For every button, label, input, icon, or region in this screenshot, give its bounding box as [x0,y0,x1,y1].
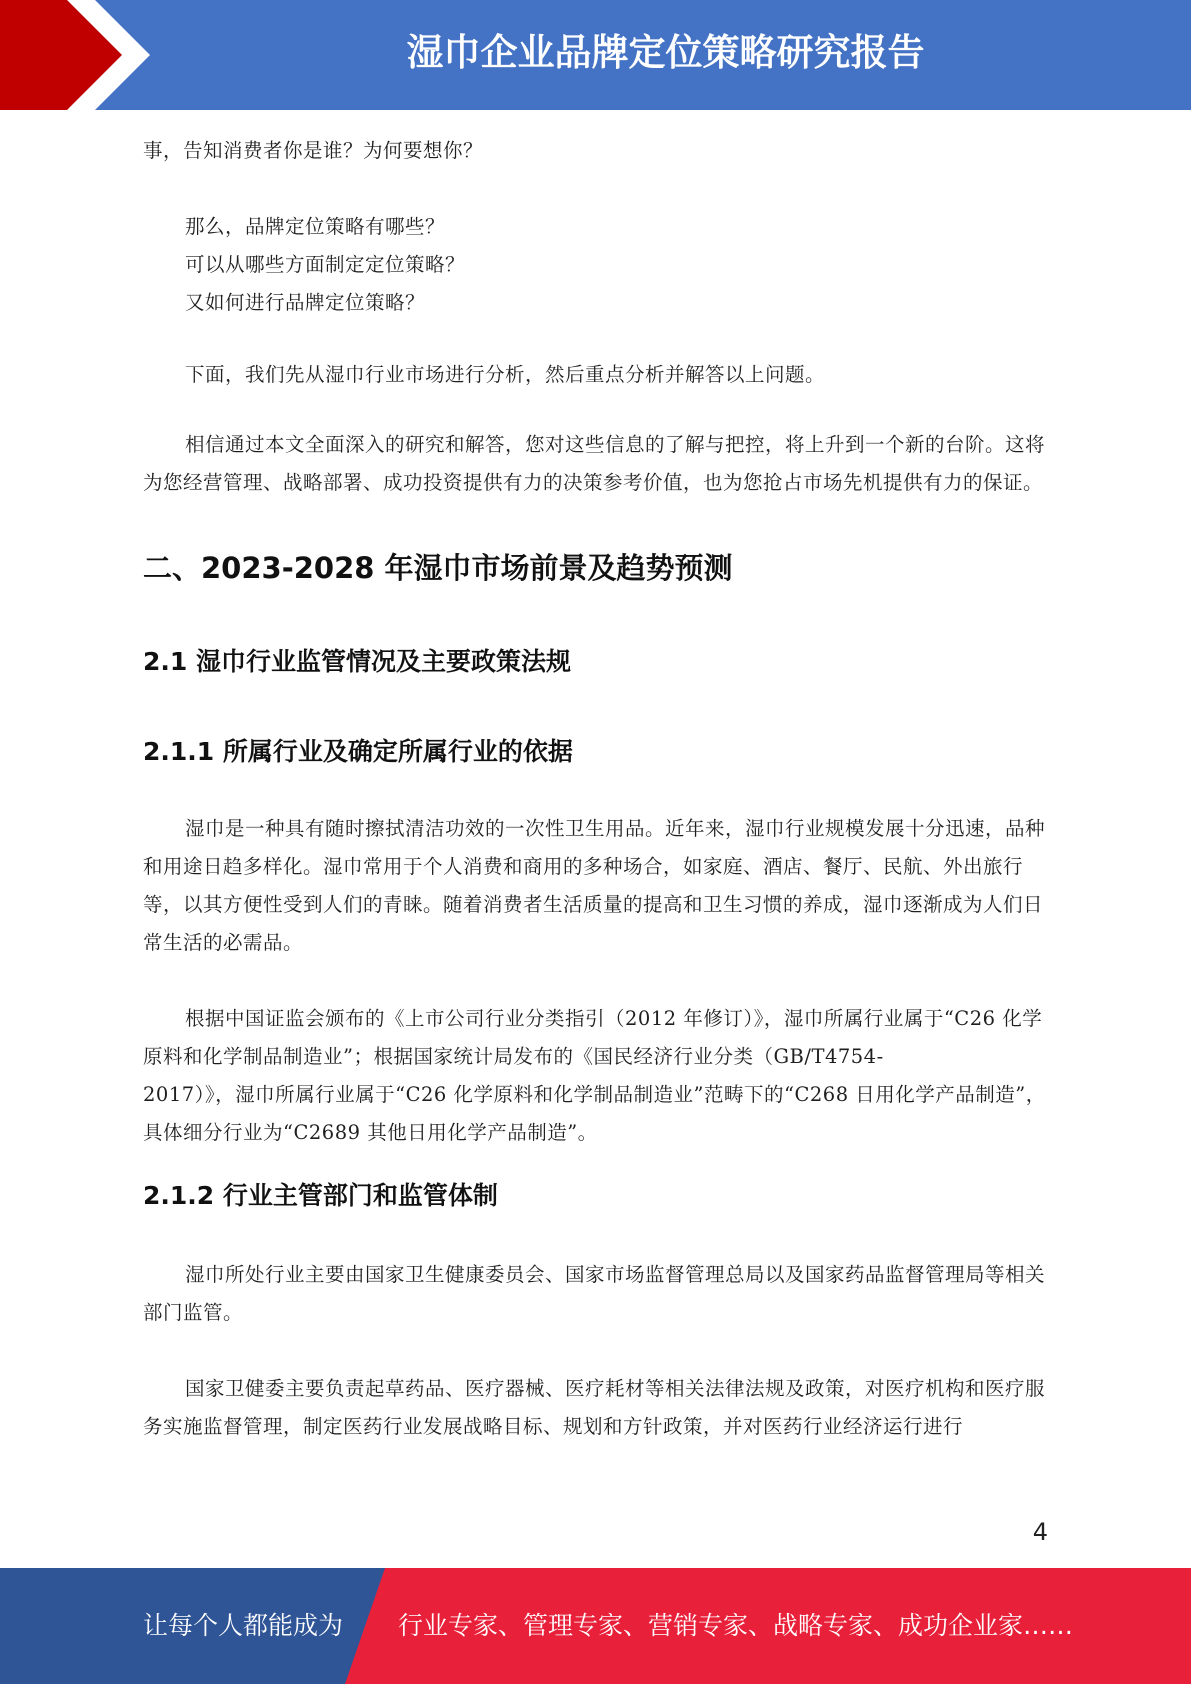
wipes-description-paragraph: 湿巾是一种具有随时擦拭清洁功效的一次性卫生用品。近年来，湿巾行业规模发展十分迅速，品种和用途日趋多样化。湿巾常用于个人消费和商用的多种场合，如家庭、酒店、餐厅、民航、外出旅行等，以其方便性受到人们的青睐。随着消费者生活质量的提高和卫生习惯的养成，湿巾逐渐成为人们日常生活的必需品。 [143,817,1046,954]
footer-slogan-right: 行业专家、管理专家、营销专家、战略专家、成功企业家…… [398,1611,1074,1640]
subsection-heading-2-1-1: 2.1.1 所属行业及确定所属行业的依据 [143,737,573,766]
header-chevron-decoration [0,0,160,110]
regulator-paragraph: 湿巾所处行业主要由国家卫生健康委员会、国家市场监督管理总局以及国家药品监督管理局等相关部门监管。 [143,1263,1046,1324]
next-steps-paragraph: 下面，我们先从湿巾行业市场进行分析，然后重点分析并解答以上问题。 [185,363,826,386]
value-paragraph: 相信通过本文全面深入的研究和解答，您对这些信息的了解与把控，将上升到一个新的台阶。这将为您经营管理、战略部署、成功投资提供有力的决策参考价值，也为您抢占市场先机提供有力的保证。 [143,433,1046,494]
classification-paragraph-line: 2017）》，湿巾所属行业属于“C26 化学原料和化学制品制造业”范畴下的“C268 日用化学产品制造”，具体细分行业为“C2689 其他日用化学产品制造”。 [143,1083,1046,1144]
subsection-heading-2-1-2: 2.1.2 行业主管部门和监管体制 [143,1181,498,1210]
page-footer [0,1568,1191,1684]
intro-tail-paragraph: 事，告知消费者你是谁？为何要想你？ [143,139,484,162]
page-content [143,132,1048,1446]
question-line: 可以从哪些方面制定定位策略？ [185,253,466,276]
page-header [0,0,1191,110]
footer-slogan-left: 让每个人都能成为 [143,1611,344,1640]
question-line: 又如何进行品牌定位策略？ [185,291,426,314]
report-title: 湿巾企业品牌定位策略研究报告 [406,31,925,74]
question-line: 那么，品牌定位策略有哪些？ [185,215,446,238]
subsection-heading-2-1: 2.1 湿巾行业监管情况及主要政策法规 [143,647,571,676]
nhc-paragraph: 国家卫健委主要负责起草药品、医疗器械、医疗耗材等相关法律法规及政策，对医疗机构和医疗服务实施监督管理，制定医药行业发展战略目标、规划和方针政策，并对医药行业经济运行进行 [143,1377,1046,1438]
section-heading: 二、2023-2028 年湿巾市场前景及趋势预测 [143,551,733,585]
classification-paragraph-line: 根据中国证监会颁布的《上市公司行业分类指引（2012 年修订）》，湿巾所属行业属于“C26 化学原料和化学制品制造业”；根据国家统计局发布的《国民经济行业分类（GB/T4754- [143,1007,1043,1068]
page-number: 4 [1032,1518,1048,1546]
